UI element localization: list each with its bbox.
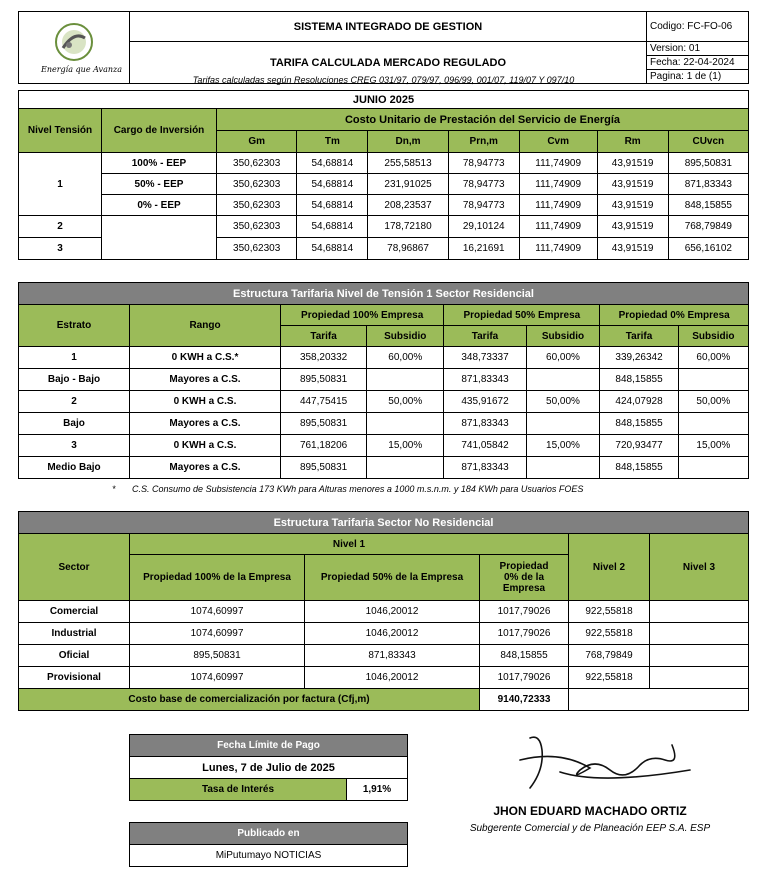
value-cell: 848,15855 bbox=[600, 413, 678, 435]
header-table bbox=[18, 11, 749, 84]
value-cell: 424,07928 bbox=[600, 391, 678, 413]
rango-cell: Mayores a C.S. bbox=[130, 369, 281, 391]
cargo-cell: 100% - EEP bbox=[102, 153, 217, 174]
value-cell: 656,16102 bbox=[668, 238, 748, 260]
col-prop0: Propiedad 0% Empresa bbox=[600, 305, 749, 326]
value-cell: 1046,20012 bbox=[305, 667, 480, 689]
value-cell: 848,15855 bbox=[600, 457, 678, 479]
value-cell: 54,68814 bbox=[297, 238, 368, 260]
value-cell: 350,62303 bbox=[217, 238, 297, 260]
table-row bbox=[19, 174, 749, 195]
value-cell: 348,73337 bbox=[444, 347, 526, 369]
cargo-cell: 50% - EEP bbox=[102, 174, 217, 195]
value-cell: 1074,60997 bbox=[130, 667, 305, 689]
value-cell: 761,18206 bbox=[281, 435, 367, 457]
value-cell: 60,00% bbox=[678, 347, 748, 369]
value-cell: 350,62303 bbox=[217, 216, 297, 238]
table-row bbox=[19, 347, 749, 369]
slogan: Energía que Avanza bbox=[41, 64, 122, 74]
footnote-text: C.S. Consumo de Subsistencia 173 KWh para Alturas menores a 1000 m.s.n.m. y 184 KWh para Usuarios FOES bbox=[132, 484, 584, 494]
publicado-title: Publicado en bbox=[130, 823, 408, 845]
value-cell: 895,50831 bbox=[281, 457, 367, 479]
value-cell: 43,91519 bbox=[597, 195, 668, 216]
estrato-cell: Bajo - Bajo bbox=[19, 369, 130, 391]
col-rm: Rm bbox=[597, 131, 668, 153]
col-nivel1: Nivel 1 bbox=[130, 534, 569, 555]
resoluciones-text: Tarifas calculadas según Resoluciones CREG 031/97, 079/97, 096/99, 001/07, 119/07 Y 097/10 bbox=[192, 75, 575, 85]
rango-cell: 0 KWH a C.S. bbox=[130, 435, 281, 457]
cargo-empty bbox=[102, 216, 217, 260]
nivel-cell: 3 bbox=[19, 238, 102, 260]
value-cell: 111,74909 bbox=[519, 216, 597, 238]
costo-table bbox=[18, 90, 749, 260]
col-sector: Sector bbox=[19, 534, 130, 601]
table-row bbox=[19, 667, 749, 689]
rango-cell: 0 KWH a C.S.* bbox=[130, 347, 281, 369]
value-cell: 768,79849 bbox=[668, 216, 748, 238]
value-cell: 78,96867 bbox=[368, 238, 448, 260]
publicado-table bbox=[129, 822, 408, 867]
doc-pagina: Pagina: 1 de (1) bbox=[650, 71, 722, 82]
residencial-title: Estructura Tarifaria Nivel de Tensión 1 Sector Residencial bbox=[19, 283, 749, 305]
value-cell: 78,94773 bbox=[448, 153, 519, 174]
estrato-cell: 3 bbox=[19, 435, 130, 457]
value-cell: 50,00% bbox=[367, 391, 444, 413]
value-cell bbox=[650, 623, 749, 645]
value-cell: 60,00% bbox=[526, 347, 600, 369]
logo-cell bbox=[19, 12, 130, 84]
value-cell: 1074,60997 bbox=[130, 601, 305, 623]
publicado-medio: MiPutumayo NOTICIAS bbox=[130, 845, 408, 867]
table-row bbox=[19, 601, 749, 623]
value-cell: 895,50831 bbox=[668, 153, 748, 174]
value-cell: 50,00% bbox=[678, 391, 748, 413]
table-row bbox=[19, 457, 749, 479]
value-cell bbox=[526, 457, 600, 479]
rango-cell: Mayores a C.S. bbox=[130, 413, 281, 435]
value-cell: 231,91025 bbox=[368, 174, 448, 195]
value-cell: 1017,79026 bbox=[480, 623, 569, 645]
company-logo-icon bbox=[49, 21, 99, 63]
col-tarifa: Tarifa bbox=[281, 326, 367, 347]
value-cell: 895,50831 bbox=[281, 413, 367, 435]
value-cell: 350,62303 bbox=[217, 153, 297, 174]
value-cell: 1017,79026 bbox=[480, 667, 569, 689]
value-cell: 848,15855 bbox=[480, 645, 569, 667]
cargo-cell: 0% - EEP bbox=[102, 195, 217, 216]
col-nivel3: Nivel 3 bbox=[650, 534, 749, 601]
sector-cell: Comercial bbox=[19, 601, 130, 623]
value-cell: 895,50831 bbox=[130, 645, 305, 667]
value-cell: 358,20332 bbox=[281, 347, 367, 369]
col-nivel-tension: Nivel Tensión bbox=[19, 109, 102, 153]
table-row bbox=[19, 623, 749, 645]
value-cell: 111,74909 bbox=[519, 195, 597, 216]
value-cell bbox=[678, 369, 748, 391]
value-cell bbox=[650, 645, 749, 667]
doc-version: Version: 01 bbox=[647, 42, 748, 56]
pago-title: Fecha Límite de Pago bbox=[130, 735, 408, 757]
estrato-cell: 1 bbox=[19, 347, 130, 369]
no-residencial-table bbox=[18, 511, 749, 711]
value-cell: 54,68814 bbox=[297, 195, 368, 216]
value-cell: 435,91672 bbox=[444, 391, 526, 413]
value-cell: 1074,60997 bbox=[130, 623, 305, 645]
value-cell: 871,83343 bbox=[444, 413, 526, 435]
col-cuvcn: CUvcn bbox=[668, 131, 748, 153]
col-prnm: Prn,m bbox=[448, 131, 519, 153]
col-dnm: Dn,m bbox=[368, 131, 448, 153]
col-tm: Tm bbox=[297, 131, 368, 153]
value-cell: 54,68814 bbox=[297, 216, 368, 238]
col-subsidio: Subsidio bbox=[367, 326, 444, 347]
col-subsidio: Subsidio bbox=[678, 326, 748, 347]
firma-nombre: JHON EDUARD MACHADO ORTIZ bbox=[493, 804, 687, 818]
table-row bbox=[19, 435, 749, 457]
doc-title: TARIFA CALCULADA MERCADO REGULADO bbox=[130, 42, 647, 84]
table-row bbox=[19, 216, 749, 238]
cfj-value: 9140,72333 bbox=[480, 689, 569, 711]
col-subsidio: Subsidio bbox=[526, 326, 600, 347]
col-gm: Gm bbox=[217, 131, 297, 153]
value-cell: 350,62303 bbox=[217, 174, 297, 195]
value-cell: 922,55818 bbox=[569, 601, 650, 623]
col-p100: Propiedad 100% de la Empresa bbox=[130, 555, 305, 601]
table-row bbox=[19, 195, 749, 216]
rango-cell: 0 KWH a C.S. bbox=[130, 391, 281, 413]
value-cell: 1017,79026 bbox=[480, 601, 569, 623]
value-cell: 895,50831 bbox=[281, 369, 367, 391]
sector-cell: Industrial bbox=[19, 623, 130, 645]
value-cell: 111,74909 bbox=[519, 174, 597, 195]
value-cell: 922,55818 bbox=[569, 667, 650, 689]
value-cell: 339,26342 bbox=[600, 347, 678, 369]
value-cell: 54,68814 bbox=[297, 174, 368, 195]
value-cell: 741,05842 bbox=[444, 435, 526, 457]
month-title: JUNIO 2025 bbox=[19, 91, 749, 109]
value-cell: 447,75415 bbox=[281, 391, 367, 413]
table-row bbox=[19, 645, 749, 667]
value-cell bbox=[367, 457, 444, 479]
col-p0: Propiedad 0% de la Empresa bbox=[480, 555, 569, 601]
col-prop100: Propiedad 100% Empresa bbox=[281, 305, 444, 326]
col-p50: Propiedad 50% de la Empresa bbox=[305, 555, 480, 601]
value-cell: 720,93477 bbox=[600, 435, 678, 457]
no-residencial-title: Estructura Tarifaria Sector No Residencial bbox=[19, 512, 749, 534]
value-cell: 871,83343 bbox=[668, 174, 748, 195]
value-cell bbox=[650, 667, 749, 689]
tasa-label: Tasa de Interés bbox=[130, 779, 347, 801]
fecha-limite: Lunes, 7 de Julio de 2025 bbox=[130, 757, 408, 779]
value-cell: 1046,20012 bbox=[305, 601, 480, 623]
value-cell: 111,74909 bbox=[519, 238, 597, 260]
sector-cell: Provisional bbox=[19, 667, 130, 689]
value-cell: 871,83343 bbox=[444, 457, 526, 479]
value-cell: 43,91519 bbox=[597, 238, 668, 260]
value-cell: 78,94773 bbox=[448, 174, 519, 195]
value-cell: 768,79849 bbox=[569, 645, 650, 667]
pago-table bbox=[129, 734, 408, 801]
value-cell: 60,00% bbox=[367, 347, 444, 369]
col-tarifa: Tarifa bbox=[600, 326, 678, 347]
value-cell: 178,72180 bbox=[368, 216, 448, 238]
col-estrato: Estrato bbox=[19, 305, 130, 347]
col-prop50: Propiedad 50% Empresa bbox=[444, 305, 600, 326]
value-cell: 922,55818 bbox=[569, 623, 650, 645]
estrato-cell: Medio Bajo bbox=[19, 457, 130, 479]
estrato-cell: 2 bbox=[19, 391, 130, 413]
value-cell: 15,00% bbox=[526, 435, 600, 457]
estrato-cell: Bajo bbox=[19, 413, 130, 435]
signature-icon bbox=[500, 730, 700, 800]
value-cell: 848,15855 bbox=[668, 195, 748, 216]
nivel-1: 1 bbox=[19, 153, 102, 216]
value-cell bbox=[367, 413, 444, 435]
value-cell bbox=[526, 413, 600, 435]
value-cell bbox=[526, 369, 600, 391]
col-tarifa: Tarifa bbox=[444, 326, 526, 347]
value-cell: 848,15855 bbox=[600, 369, 678, 391]
tasa-value: 1,91% bbox=[347, 779, 408, 801]
sector-cell: Oficial bbox=[19, 645, 130, 667]
value-cell: 1046,20012 bbox=[305, 623, 480, 645]
value-cell bbox=[650, 601, 749, 623]
value-cell bbox=[367, 369, 444, 391]
value-cell: 111,74909 bbox=[519, 153, 597, 174]
residencial-table bbox=[18, 282, 749, 479]
table-row bbox=[19, 153, 749, 174]
costo-group-title: Costo Unitario de Prestación del Servicio de Energía bbox=[217, 109, 749, 131]
rango-cell: Mayores a C.S. bbox=[130, 457, 281, 479]
firma-cargo: Subgerente Comercial y de Planeación EEP S.A. ESP bbox=[469, 823, 711, 834]
value-cell: 208,23537 bbox=[368, 195, 448, 216]
value-cell: 43,91519 bbox=[597, 174, 668, 195]
table-row bbox=[19, 413, 749, 435]
value-cell: 43,91519 bbox=[597, 153, 668, 174]
col-cvm: Cvm bbox=[519, 131, 597, 153]
system-title: SISTEMA INTEGRADO DE GESTION bbox=[130, 12, 647, 42]
value-cell: 350,62303 bbox=[217, 195, 297, 216]
cfj-label: Costo base de comercialización por factura (Cfj,m) bbox=[19, 689, 480, 711]
value-cell: 255,58513 bbox=[368, 153, 448, 174]
value-cell: 16,21691 bbox=[448, 238, 519, 260]
value-cell: 871,83343 bbox=[305, 645, 480, 667]
col-rango: Rango bbox=[130, 305, 281, 347]
value-cell: 15,00% bbox=[678, 435, 748, 457]
col-cargo-inversion: Cargo de Inversión bbox=[102, 109, 217, 153]
table-row bbox=[19, 369, 749, 391]
col-nivel2: Nivel 2 bbox=[569, 534, 650, 601]
value-cell: 29,10124 bbox=[448, 216, 519, 238]
value-cell: 54,68814 bbox=[297, 153, 368, 174]
value-cell: 50,00% bbox=[526, 391, 600, 413]
table-row bbox=[19, 391, 749, 413]
footnote-mark: * bbox=[112, 484, 116, 494]
value-cell: 78,94773 bbox=[448, 195, 519, 216]
nivel-cell: 2 bbox=[19, 216, 102, 238]
doc-codigo: Codigo: FC-FO-06 bbox=[647, 12, 749, 42]
value-cell: 871,83343 bbox=[444, 369, 526, 391]
value-cell bbox=[678, 457, 748, 479]
value-cell: 15,00% bbox=[367, 435, 444, 457]
doc-fecha: Fecha: 22-04-2024 bbox=[647, 56, 748, 70]
cfj-empty bbox=[569, 689, 749, 711]
value-cell bbox=[678, 413, 748, 435]
value-cell: 43,91519 bbox=[597, 216, 668, 238]
footnote bbox=[112, 484, 583, 494]
